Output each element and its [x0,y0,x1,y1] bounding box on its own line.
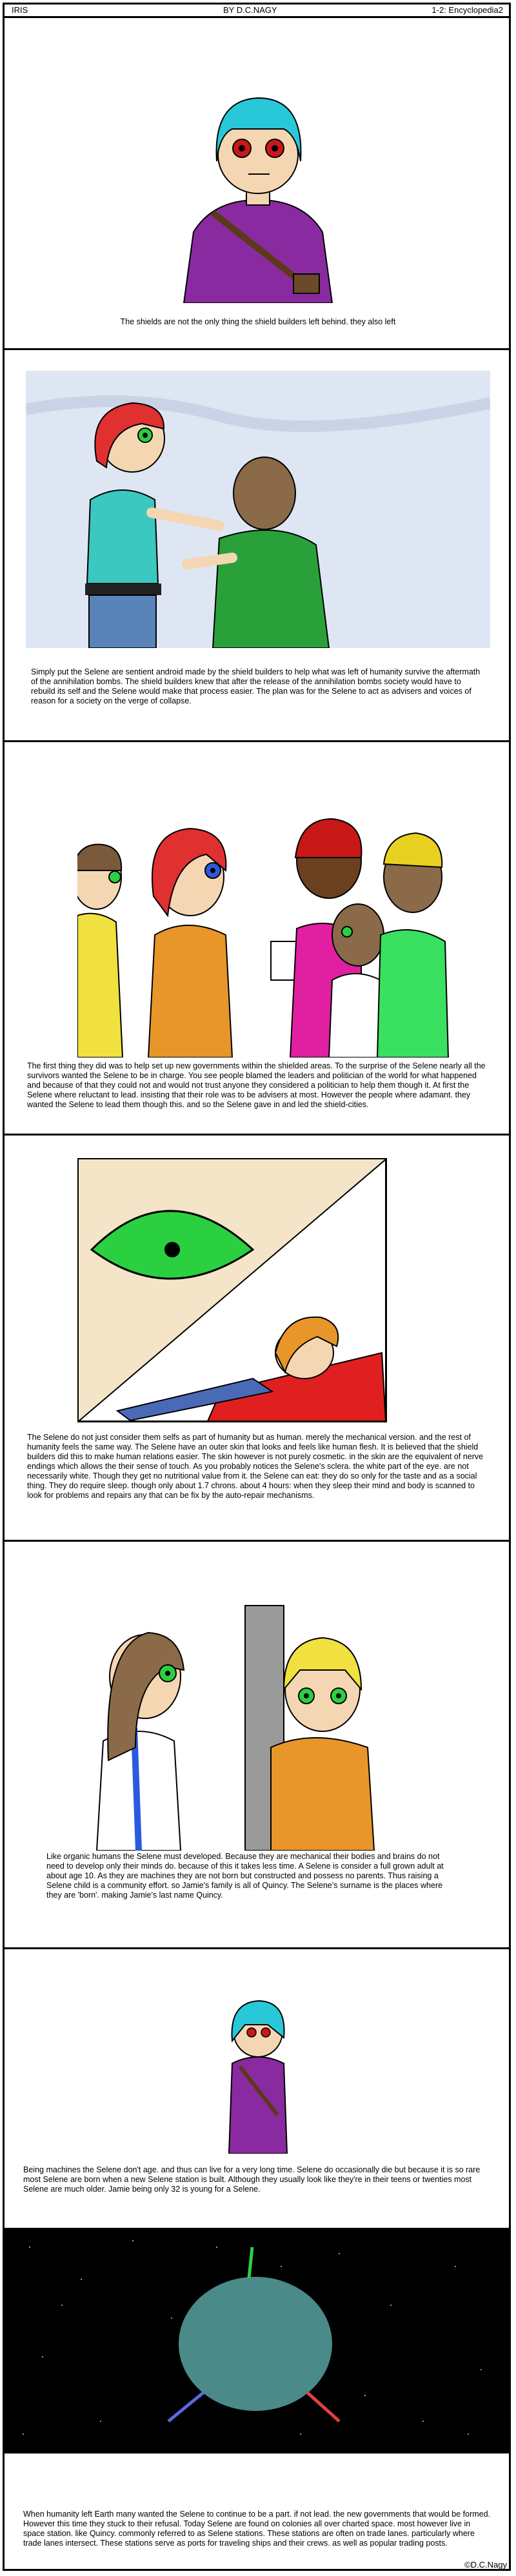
panel-7-caption: When humanity left Earth many wanted the Selene to continue to be a part. if not lead. the new governments that would be formed. However this time they stuck to their refusal. Today Selene are found on colonies all over charted space. most however live in space station. like Quincy. commonly referred to as Selene stations. These stations are often on trade lanes. particularly where trade lanes intersect. These stations serve as ports for traveling ships and their crews. as well as popular trading posts. [23,2510,491,2548]
panel-6-caption: Being machines the Selene don't age. and thus can live for a very long time. Selene do occasionally die but because it is so rare most Selene are born when a new Selene station is built. Although they usually look like they're in their teens or twenties most Selene are much older. Jamie being only 32 is young for a Selene. [23,2165,481,2194]
panel-divider [4,1540,511,1542]
panel-3-caption: The first thing they did was to help set up new governments within the shielded areas. To the surprise of the Selene nearly all the survivors wanted the Selene to be in charge. You see people blamed the leaders and politician of the world for what happened and because of that they could not and would not trust anyone they considered a politician to help them though it. At first the Selene where reluctant to lead. insisting that their role was to be advisers at most. However the people where adamant. they wanted the Selene to lead them though this. and so the Selene gave in and led the shield-cities. [27,1061,486,1109]
panel-divider [4,1947,511,1949]
panel-2-art [26,371,490,648]
jamie-portrait-illustration [168,39,348,303]
panel-divider [4,1134,511,1136]
copyright-notice: ©D.C.Nagy [464,2560,507,2570]
panel-4-art [77,1158,387,1422]
two-selene-illustration [90,1593,400,1851]
page-header [4,4,511,18]
panel-divider [4,348,511,350]
jamie-standing-illustration [206,1980,310,2154]
panel-divider [4,740,511,742]
panel-5-art [90,1593,400,1851]
panel-5-caption: Like organic humans the Selene must developed. Because they are mechanical their bodies and brains do not need to develop only their minds do. because of this it takes less time. A Selene is consider a full grown adult at about age 10. As they are machines they are not born but constructed and possess no parents. Thus raising a Selene child is a community effort. so Jamie's family is all of Quincy. The Selene's surname is the places where they are 'born'. making Jamie's last name Quincy. [46,1852,444,1900]
panel-6-art [206,1980,310,2154]
panel-7-art [4,2228,511,2453]
page-number: 1-2: Encyclopedia2 [432,5,503,15]
group-scene-illustration [77,787,464,1057]
panel-4-caption: The Selene do not just consider them selfs as part of humanity but as human. merely the mechanical version. and the rest of humanity feels the same way. The Selene have an outer skin that looks and feels like human flesh. It is believed that the shield builders did this to make human relations easier. The skin however is not purely cosmetic. in the skin are the equivalent of nerve endings which allows the their sense of touch. As you probably notices the Selene's sclera. the white part of the eye. are not necessarily white. Though they get no nutritional value from it. the Selene can eat: they do so only for the taste and as a social thing. They do require sleep. though only about 1.7 chrons. about 4 hours: when they sleep their mind and body is scanned to look for problems and repairs any that can be fix by the auto-repair mechanisms. [27,1433,484,1500]
panel-1-art [168,39,348,303]
panel-3-art [77,787,464,1057]
panel-1-caption: The shields are not the only thing the shield builders left behind. they also left [120,317,396,326]
comic-title: IRIS [12,5,28,15]
author-credit: BY D.C.NAGY [223,5,277,15]
panel-2-caption: Simply put the Selene are sentient android made by the shield builders to help what was left of humanity survive the aftermath of the annihilation bombs. The shield builders knew that after the release of the annihilation bombs society would have to rebuild its self and the Selene would make that process easier. The plan was for the Selene to act as advisers and voices of reason for a society on the verge of collapse. [31,667,481,705]
comforting-scene-illustration [26,371,490,648]
selene-station-illustration [4,2228,511,2453]
sleeping-selene-illustration [79,1159,386,1421]
